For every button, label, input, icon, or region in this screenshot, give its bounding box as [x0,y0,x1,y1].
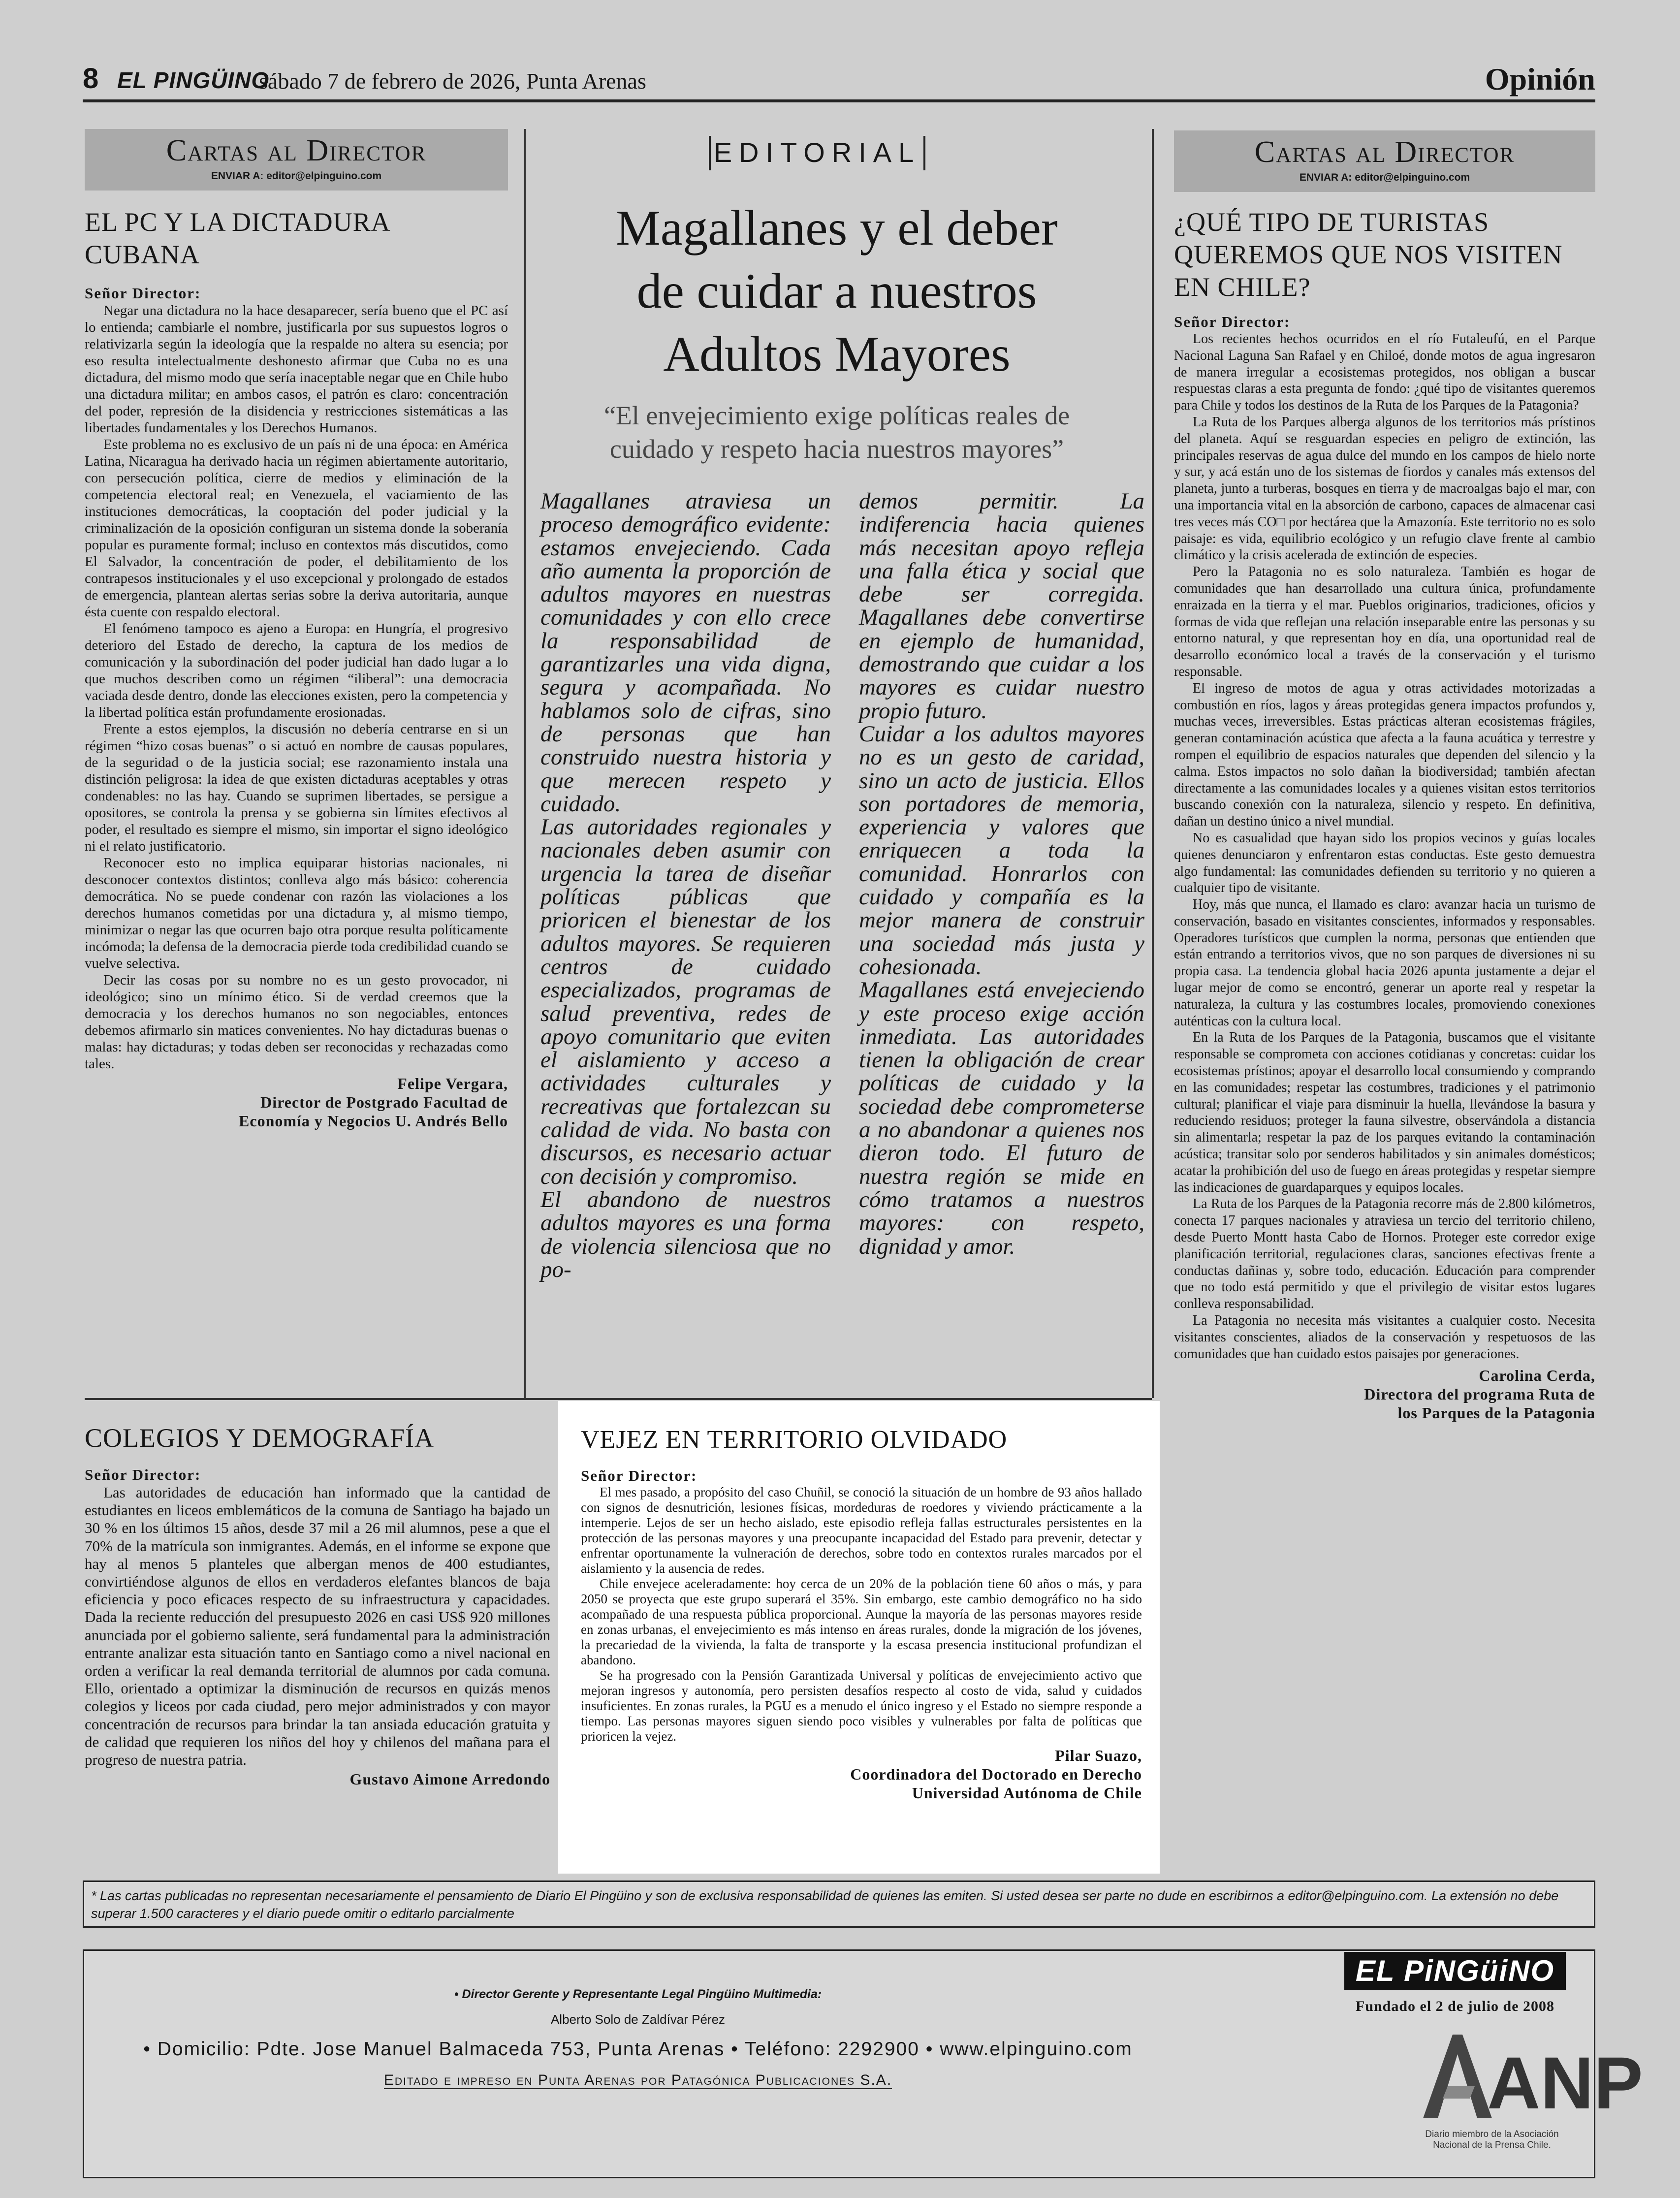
paragraph: No es casualidad que hayan sido los propios vecinos y guías locales quienes denunciaron y enfrentaron estas conductas. Este gesto demuestra algo fundamental: las comunidades defienden su territorio y no quieren a cualquier tipo de visitante. [1174,830,1595,896]
paragraph: Magallanes está envejeciendo y este proceso exige acción inmediata. Las autoridades tienen la obligación de crear políticas de cuidado y la sociedad debe comprometerse a no abandonar a quienes nos dieron todo. El futuro de nuestra región se mide en cómo tratamos a nuestros mayores: con respeto, dignidad y amor. [859,977,1144,1259]
pull-quote-line: cuidado y respeto hacia nuestros mayores” [609,434,1064,464]
column-divider-left [524,129,526,1398]
signature-name: Carolina Cerda, [1479,1367,1595,1385]
paragraph: El mes pasado, a propósito del caso Chuñil, se conoció la situación de un hombre de 93 años hallado con signos de desnutrición, lesiones físicas, mordeduras de roedores y viviendo prácticamente a la intemperie. Lejos de ser un hecho aislado, este episodio refleja fallas estructurales persistentes en la protección de las personas mayores y una preocupante incapacidad del Estado para prevenir, detectar y enfrentar oportunamente la vulneración de derechos, sobre todo en contextos rurales marcados por el aislamiento y la ausencia de redes. [581,1485,1142,1576]
signature-role: Director de Postgrado Facultad de [260,1093,508,1111]
paragraph: La Ruta de los Parques alberga algunos de los territorios más prístinos del planeta. Aquí se resguardan especies en peligro de extinción, las principales reservas de agua dulce del mundo en los campos de hielo norte y sur, y acá están uno de los sistemas de fiordos y canales más extensos del planeta, junto a turberas, bosques en tierra y de macroalgas bajo el mar, con una importancia vital en la absorción de carbono, capaces de almacenar casi tres veces más CO□ por hectárea que la Amazonía. Este territorio no es solo paisaje: es vida, equilibrio ecológico y un refugio clave frente al cambio climático y la crisis acelerada de extinción de especies. [1174,414,1595,563]
letter-title-line: ¿QUÉ TIPO DE TURISTAS [1174,207,1490,237]
letter-title-line: EN CHILE? [1174,272,1311,302]
header-divider [83,99,1595,102]
paragraph: Las autoridades regionales y nacionales deben asumir con urgencia la tarea de diseñar políticas públicas que prioricen el bienestar de los adultos mayores. Se requieren centros de cuidado especializados, programas de salud preventiva, redes de apoyo comunitario que eviten el aislamiento y acceso a actividades culturales y recreativas que fortalezcan su calidad de vida. No basta con discursos, es necesario actuar con decisión y compromiso. [540,814,831,1189]
footer-publisher-text: Editado e impreso en Punta Arenas por Patagónica Publicaciones S.A. [383,2072,892,2088]
letter-vejez [581,1424,1142,1802]
paragraph: Magallanes atraviesa un proceso demográfico evidente: estamos envejeciendo. Cada año aumenta la proporción de adultos mayores en nuestras comunidades y con ello crece la responsabilidad de garantizarles una vida digna, segura y acompañada. No hablamos solo de cifras, sino de personas que han construido nuestra historia y que merecen respeto y cuidado. [540,488,831,817]
letter-title-line: QUEREMOS QUE NOS VISITEN [1174,240,1563,269]
editorial-title [537,197,1137,386]
salutation: Señor Director: [85,285,201,302]
page-number: 8 [83,63,99,95]
letter-pc-dictadura [85,206,508,1130]
signature-institution: Economía y Negocios U. Andrés Bello [239,1112,508,1130]
paragraph: Hoy, más que nunca, el llamado es claro: avanzar hacia un turismo de conservación, basado en visitantes conscientes, informados y responsables. Operadores turísticos que cumplen la norma, personas que entienden que están entrando a territorios vivos, que no son parques de diversiones ni su propia casa. La tendencia global hacia 2026 apunta justamente a dejar el lugar mejor de como se encontró, generar un aporte real y respetar la naturaleza, la cultura y las costumbres locales, promoviendo conexiones auténticas con la cultura local. [1174,897,1595,1029]
paragraph: Negar una dictadura no la hace desaparecer, sería bueno que el PC así lo entienda; cambiarle el nombre, justificarla por sus supuestos logros o relativizarla según la ideología que la respalde no altera su esencia; por eso resulta intelectualmente deshonesto afirmar que Cuba no es una dictadura, del mismo modo que sería inaceptable negar que en Chile hubo una dictadura militar; en ambos casos, el patrón es claro: concentración del poder, represión de la disidencia y restricciones sistemáticas a las libertades fundamentales y los Derechos Humanos. [85,303,508,436]
letter-body [1174,331,1595,1362]
letter-turistas [1174,206,1595,1422]
paragraph: El abandono de nuestros adultos mayores es una forma de violencia silenciosa que no po- [540,1186,831,1282]
paragraph: demos permitir. La indiferencia hacia quienes más necesitan apoyo refleja una falla ética y social que debe ser corregida. Magallanes debe convertirse en ejemplo de humanidad, demostrando que cuidar a los mayores es cuidar nuestro propio futuro. [859,488,1144,724]
salutation: Señor Director: [581,1467,697,1484]
paragraph: Chile envejece aceleradamente: hoy cerca de un 20% de la población tiene 60 años o más, y para 2050 se proyecta que este grupo superará el 35%. Sin embargo, este cambio demográfico no ha sido acompañado de una respuesta pública proporcional. Aunque la mayoría de las personas mayores reside en zonas urbanas, el envejecimiento es más intenso en áreas rurales, donde la migración de los jóvenes, la precariedad de la vivienda, la falta de transporte y la escasa presencia institucional profundizan el abandono. [581,1576,1142,1667]
letter-title: COLEGIOS Y DEMOGRAFÍA [85,1423,435,1453]
signature-institution: los Parques de la Patagonia [1397,1404,1595,1422]
anp-letters: ANP [1487,2041,1643,2124]
cartas-email: ENVIAR A: editor@elpinguino.com [211,170,382,182]
signature-role: Directora del programa Ruta de [1364,1385,1595,1403]
editorial-title-line: de cuidar a nuestros [636,263,1037,319]
founded-line: Fundado el 2 de julio de 2008 [1355,1998,1555,2014]
paragraph: En la Ruta de los Parques de la Patagonia, buscamos que el visitante responsable se comprometa con acciones cotidianas y concretas: cuidar los ecosistemas prístinos; apoyar el desarrollo local consumiendo y comprando en las comunidades; respetar las costumbres, tradiciones y el patrimonio cultural; planificar el viaje para disminuir la huella, llevándose la basura y reduciendo residuos; proteger la fauna silvestre, observándola a distancia sin alimentarla; respetar la paz de los parques evitando la contaminación acústica; transitar solo por senderos habilitados y sin animales domésticos; acatar la prohibición del uso de fuego en áreas protegidas y respetar siempre las indicaciones de guardaparques y equipos locales. [1174,1030,1595,1195]
masthead-logo: EL PINGÜINO [117,67,270,93]
editorial-column-2 [859,490,1144,1258]
footer-address: • Domicilio: Pdte. Jose Manuel Balmaceda 753, Punta Arenas • Teléfono: 2292900 • www.elpinguino.com [143,2039,1133,2060]
editorial-title-line: Magallanes y el deber [616,200,1058,256]
signature-name: Felipe Vergara, [397,1075,508,1092]
signature-institution: Universidad Autónoma de Chile [912,1784,1142,1802]
salutation: Señor Director: [85,1466,201,1483]
editorial-title-line: Adultos Mayores [663,326,1011,382]
anp-caption: Diario miembro de la Asociación Nacional de la Prensa Chile. [1425,2129,1559,2150]
paragraph: Decir las cosas por su nombre no es un gesto provocador, ni ideológico; sino un mínimo ético. Si de verdad creemos que la democracia y los derechos humanos no son negociables, entonces debemos afirmarlo sin matices convenientes. No hay dictaduras buenas o malas: hay dictaduras; y todas deben ser reconocidas y rechazadas como tales. [85,972,508,1072]
cartas-email: ENVIAR A: editor@elpinguino.com [1299,172,1470,183]
paragraph: Este problema no es exclusivo de un país ni de una época: en América Latina, Nicaragua ha derivado hacia un régimen abiertamente autoritario, con persecución política, cierre de medios y eliminación de la competencia electoral real; en Venezuela, el vaciamiento de las instituciones democráticas, la cooptación del poder judicial y la criminalización de la oposición configuran un sistema donde la soberanía popular es puramente formal; incluso en contextos más discutidos, como El Salvador, la concentración de poder, el debilitamiento de los contrapesos institucionales y el uso excepcional y prolongado de estados de emergencia, plantean alertas serias sobre la deriva autoritaria, aunque ésta cuente con respaldo electoral. [85,437,508,620]
editorial-column-1 [540,490,831,1281]
footer-box [83,1949,1643,2178]
paragraph: Pero la Patagonia no es solo naturaleza. También es hogar de comunidades que han desarrollado una cultura única, profundamente enraizada en la tierra y el mar. Pueblos originarios, tradiciones, oficios y formas de vida que reflejan una relación inseparable entre las personas y su entorno natural, y que representan hoy en día, una oportunidad real de desarrollo económico local a través de la conservación y el turismo responsable. [1174,564,1595,679]
letter-body [85,302,508,1072]
letter-title: EL PC Y LA DICTADURA CUBANA [85,207,389,269]
signature-name: Pilar Suazo, [1055,1747,1142,1764]
letter-title: VEJEZ EN TERRITORIO OLVIDADO [581,1426,1008,1454]
paragraph: Reconocer esto no implica equiparar historias nacionales, ni desconocer contextos distintos; conlleva algo más básico: coherencia democrática. No se puede condenar con razón las violaciones a los derechos humanos cometidas por una dictadura y, al mismo tiempo, minimizar o negar las que ocurren bajo otra porque resulta políticamente incómoda; la defensa de la democracia pierde toda credibilidad cuando se vuelve selectiva. [85,855,508,971]
letter-body [581,1485,1142,1744]
footer-publisher [84,2072,1192,2089]
paragraph: Frente a estos ejemplos, la discusión no debería centrarse en si un régimen “hizo cosas buenas” o si actuó en nombre de causas populares, de la seguridad o de la justicia social; ese razonamiento instala una distinción peligrosa: la idea de que existen dictaduras aceptables y otras condenables: no las hay. Cuando se suprimen libertades, se persigue a opositores, se controla la prensa y se gobierna sin límites efectivos al poder, el resultado es siempre el mismo, sin importar el signo ideológico ni el relato justificatorio. [85,721,508,854]
pull-quote-line: “El envejecimiento exige políticas reales de [603,401,1070,430]
paragraph: Los recientes hechos ocurridos en el río Futaleufú, en el Parque Nacional Laguna San Rafael y en Chiloé, donde motos de agua ingresaron de manera irregular a ecosistemas protegidos, nos obligan a buscar respuestas claras a esta pregunta de fondo: ¿qué tipo de visitantes queremos para Chile y todos los destinos de la Ruta de los Parques de la Patagonia? [1174,331,1595,414]
cartas-title: Cartas al Director [1254,135,1515,169]
cartas-title: Cartas al Director [166,134,427,167]
editorial-label: EDITORIAL [709,128,925,177]
editorial-pull-quote [537,399,1137,466]
footer-logo: EL PiNGüiNO [1344,1952,1566,1990]
paragraph: La Ruta de los Parques de la Patagonia recorre más de 2.800 kilómetros, conecta 17 parques nacionales y atraviesa un tercio del territorio chileno, desde Puerto Montt hasta Cabo de Hornos. Proteger este corredor exige planificación territorial, regulaciones claras, sanciones efectivas frente a conductas dañinas y, sobre todo, educación. Educación para comprender que no todo está permitido y que el privilegio de visitar estos lugares conlleva responsabilidad. [1174,1196,1595,1312]
paragraph: El ingreso de motos de agua y otras actividades motorizadas a combustión en ríos, lagos y áreas protegidas genera impactos profundos y, muchas veces, irreversibles. Estas prácticas alteran ecosistemas frágiles, generan contaminación acústica que afecta a la fauna acuática y terrestre y rompen el equilibrio de espacios naturales que dependen del silencio y la calma. Estos impactos no solo dañan la biodiversidad; también afectan directamente a las comunidades locales y a quienes visitan estos territorios buscando conexión con la naturaleza, silencio y respeto. En definitiva, dañan un destino único a nivel mundial. [1174,680,1595,829]
paragraph: Cuidar a los adultos mayores no es un gesto de caridad, sino un acto de justicia. Ellos son portadores de memoria, experiencia y valores que enriquecen a toda la comunidad. Honrarlos con cuidado y compañía es la mejor manera de construir una sociedad más justa y cohesionada. [859,721,1144,980]
letter-body [85,1484,550,1769]
cartas-header-left [85,129,508,191]
paragraph: Las autoridades de educación han informado que la cantidad de estudiantes en liceos emblemáticos de la comuna de Santiago ha bajado un 30 % en los últimos 15 años, desde 37 mil a 26 mil alumnos, pese a que el 70% de la matrícula son inmigrantes. Además, en el informe se expone que hay al menos 5 planteles que albergan menos de 400 estudiantes, convirtiéndose algunos de ellos en verdaderos elefantes blancos de baja eficiencia y poco eficaces respecto de su infraestructura y capacidades. Dada la reciente reducción del presupuesto 2026 en casi US$ 920 millones anunciada por el gobierno saliente, será fundamental para la administración entrante analizar esta situación tanto en Santiago como a nivel nacional en orden a verificar la real demanda territorial de alumnos por cada comuna. Ello, orientado a optimizar la disminución de recursos en quizás menos colegios y liceos por cada ciudad, pero mejor administrados y con mayor concentración de recursos para brindar la tan ansiada educación gratuita y de calidad que requieren los niños del hoy y chilenos del mañana para el progreso de nuestra patria. [85,1484,550,1769]
salutation: Señor Director: [1174,313,1291,330]
cartas-header-right [1174,130,1595,192]
anp-logo-icon [1413,2025,1643,2124]
paragraph: La Patagonia no necesita más visitantes a cualquier costo. Necesita visitantes conscientes, aliados de la conservación y respetuosos de las comunidades que han cuidado estos paisajes por generaciones. [1174,1313,1595,1362]
letter-colegios [85,1422,550,1788]
footer-director-label: • Director Gerente y Representante Legal Pingüino Multimedia: [454,1987,822,2001]
signature-role: Coordinadora del Doctorado en Derecho [850,1765,1142,1783]
column-divider-right [1152,129,1154,1398]
date-line: sábado 7 de febrero de 2026, Punta Arenas [259,68,646,94]
section-divider [85,1398,1152,1400]
paragraph: El fenómeno tampoco es ajeno a Europa: en Hungría, el progresivo deterioro del Estado de derecho, la captura de los medios de comunicación y la subordinación del poder judicial han dado lugar a lo que muchos describen como un régimen “iliberal”: una democracia vaciada desde dentro, donde las elecciones existen, pero la competencia y la libertad política están profundamente erosionadas. [85,621,508,720]
signature-name: Gustavo Aimone Arredondo [349,1770,550,1788]
section-title: Opinión [1485,62,1595,96]
letter-title [1174,206,1595,303]
paragraph: Se ha progresado con la Pensión Garantizada Universal y políticas de envejecimiento activo que mejoran ingresos y autonomía, pero persisten desafíos respecto al costo de vida, salud y cuidados insuficientes. En zonas rurales, la PGU es a menudo el único ingreso y el Estado no siempre responde a tiempo. Las personas mayores siguen siendo poco visibles y vulnerables por falta de políticas que prioricen la vejez. [581,1668,1142,1744]
disclaimer-note: * Las cartas publicadas no representan necesariamente el pensamiento de Diario El Pingüino y son de exclusiva responsabilidad de quienes las emiten. Si usted desea ser parte no dude en escribirnos a editor@elpinguino.com. La extensión no debe superar 1.500 caracteres y el diario puede omitir o editarlo parcialmente [83,1880,1595,1928]
footer-director-name: Alberto Solo de Zaldívar Pérez [550,2012,726,2027]
